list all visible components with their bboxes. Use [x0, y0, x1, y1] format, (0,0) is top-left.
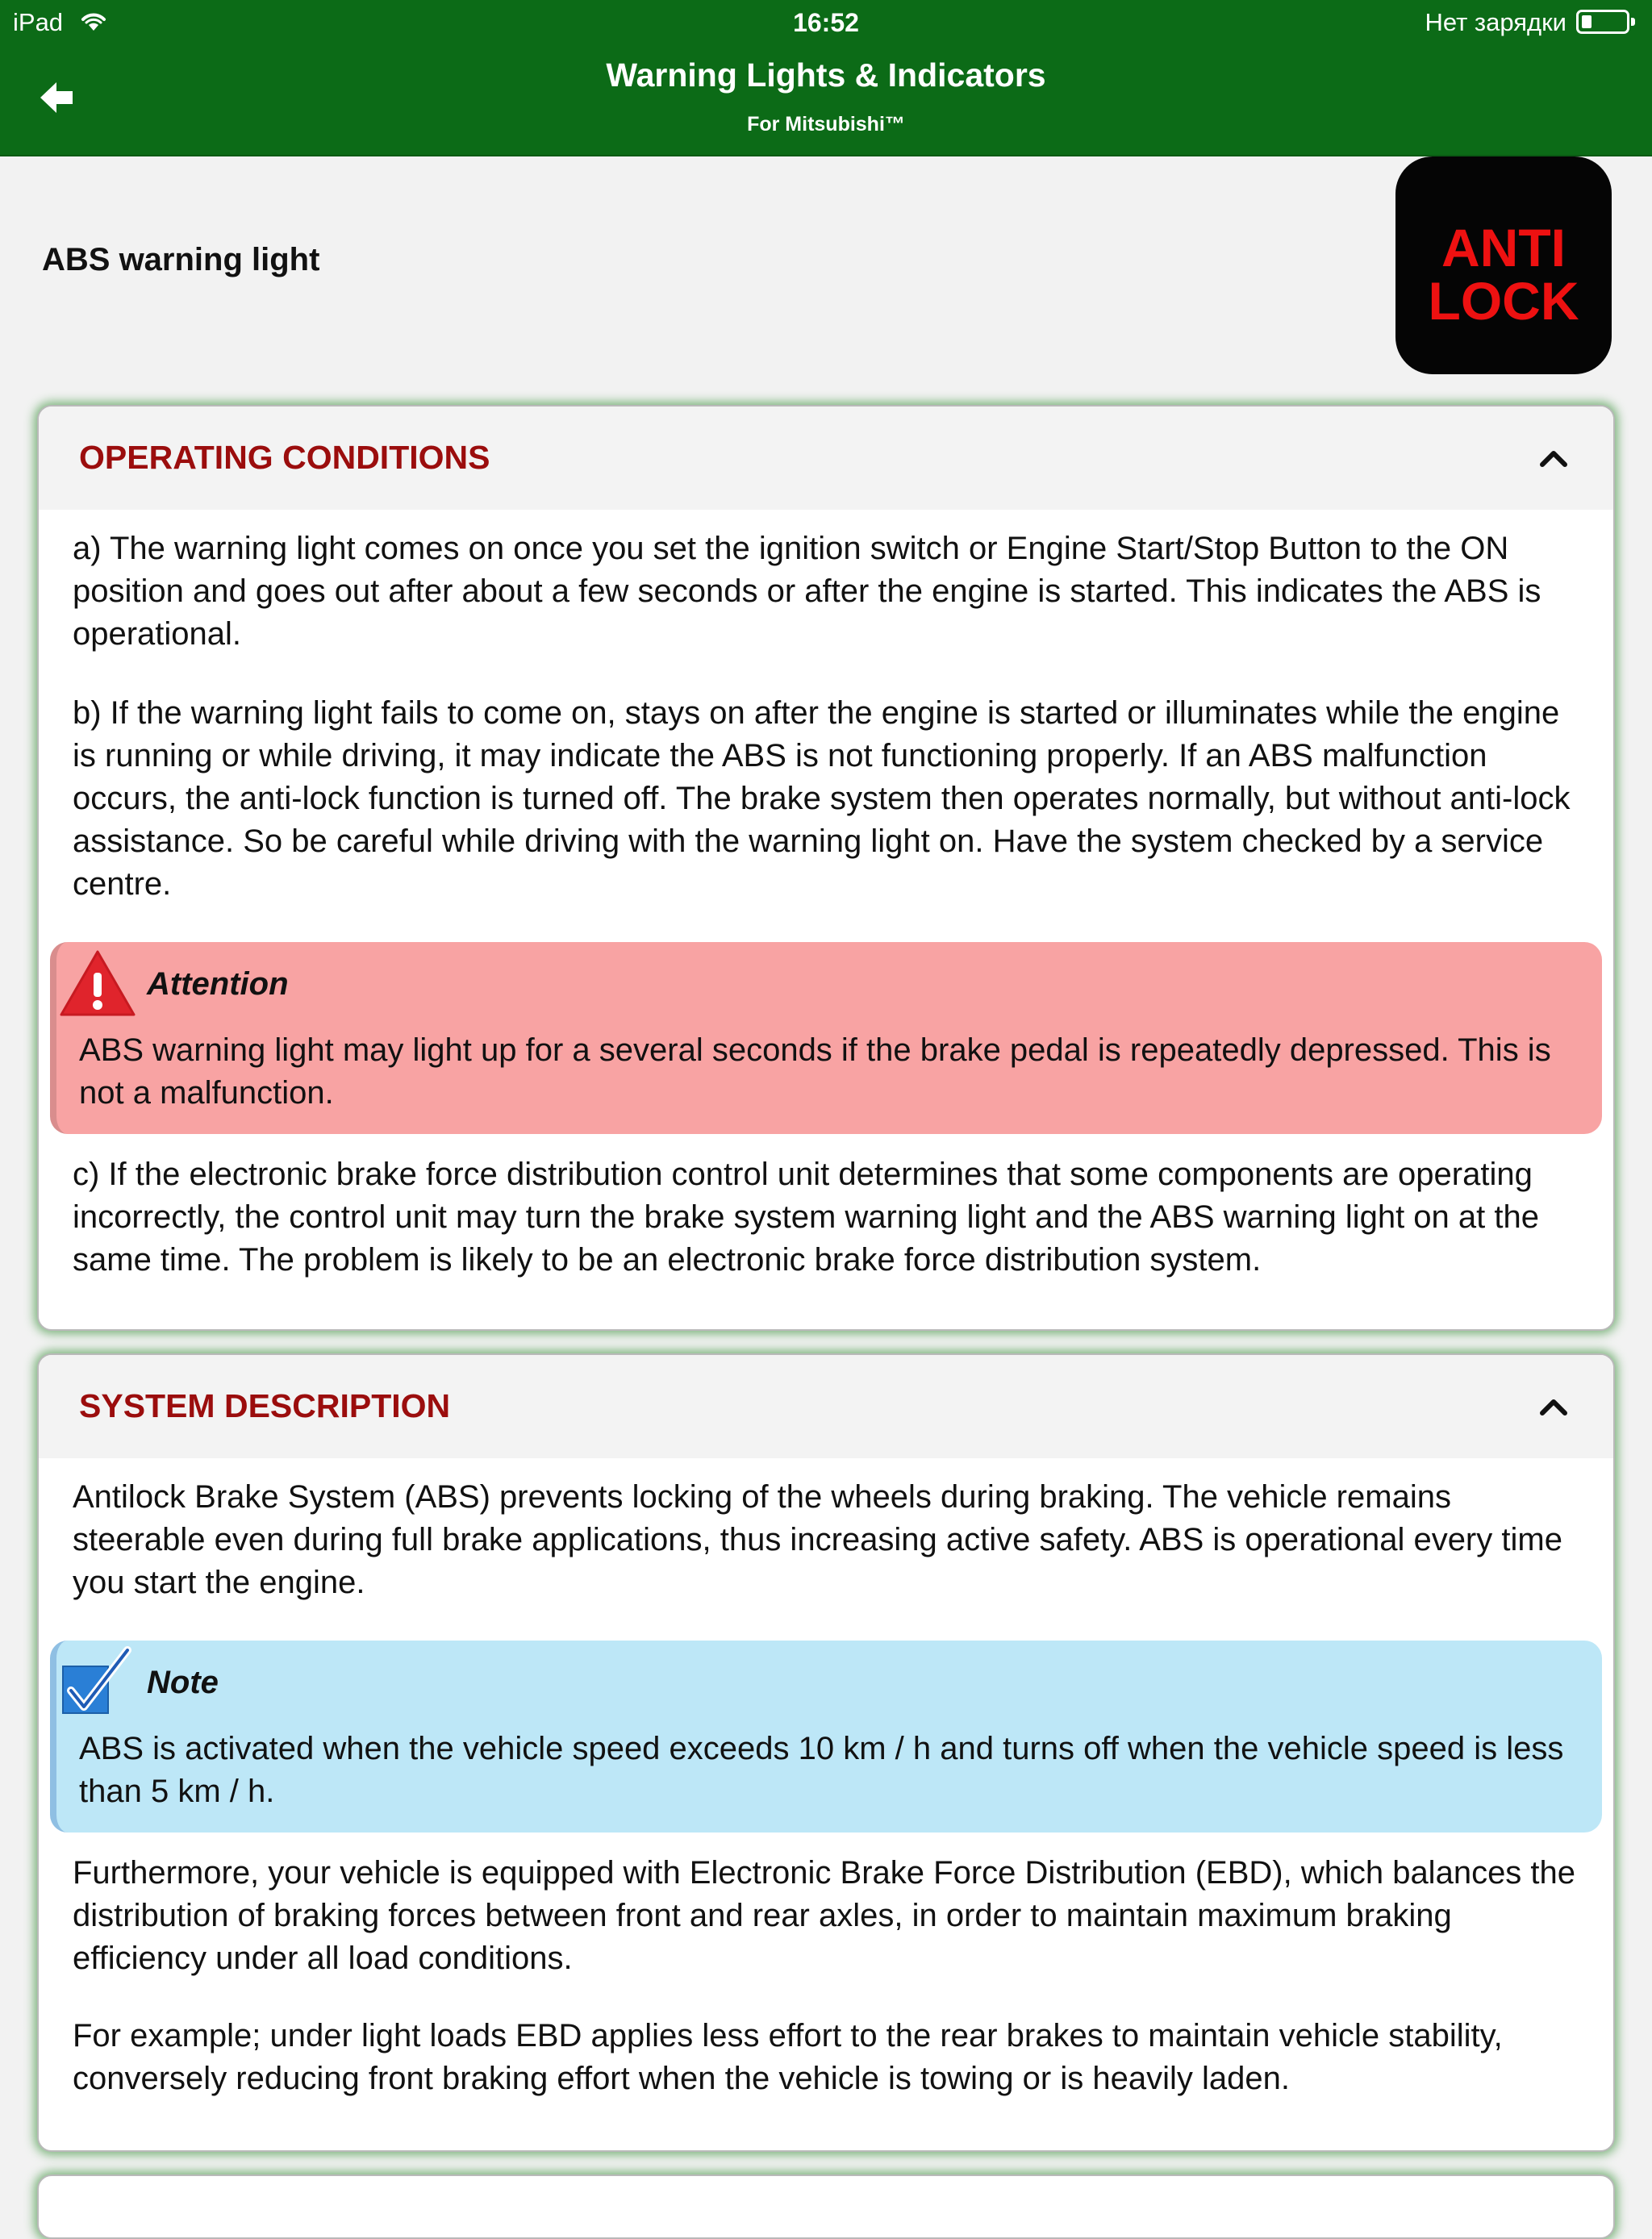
paragraph-example: For example; under light loads EBD applies less effort to the rear brakes to maintain vehicle stability, conversely reducing front braking effort when the vehicle is towing or is heavily laden.	[73, 2018, 1503, 2096]
attention-callout	[50, 942, 1602, 1134]
note-title: Note	[147, 1665, 219, 1700]
badge-line-1: ANTI	[1441, 218, 1566, 277]
next-section-card[interactable]	[37, 2174, 1615, 2239]
paragraph-ebd: Furthermore, your vehicle is equipped with Electronic Brake Force Distribution (EBD), which balances the distribution of braking forces between front and rear axles, in order to maintain maximum braking efficiency under all load conditions.	[73, 1855, 1576, 1976]
charging-status: Нет зарядки	[1425, 8, 1566, 36]
paragraph-b: b) If the warning light fails to come on, stays on after the engine is started or illuminates while the engine is running or while driving, it may indicate the ABS is not functioning properly. If an ABS malfunction occurs, the anti-lock function is turned off. The brake system then operates normally, but without anti-lock assistance. So be careful while driving with the warning light on. Have the system checked by a service centre.	[73, 695, 1571, 902]
anti-lock-indicator-icon	[1395, 156, 1612, 374]
system-description-header[interactable]	[39, 1355, 1613, 1458]
note-text: ABS is activated when the vehicle speed exceeds 10 km / h and turns off when the vehicle speed is less than 5 km / h.	[79, 1731, 1564, 1809]
note-callout	[50, 1641, 1602, 1832]
warning-triangle-icon	[58, 947, 137, 1019]
checkmark-icon	[58, 1645, 137, 1718]
section-heading: OPERATING CONDITIONS	[79, 439, 490, 476]
attention-text: ABS warning light may light up for a several seconds if the brake pedal is repeatedly depressed. This is not a malfunction.	[79, 1032, 1551, 1111]
badge-line-2: LOCK	[1428, 271, 1579, 331]
clock: 16:52	[793, 8, 859, 37]
paragraph-abs: Antilock Brake System (ABS) prevents locking of the wheels during braking. The vehicle remains steerable even during full brake applications, thus increasing active safety. ABS is operational every time you start the engine.	[73, 1479, 1562, 1600]
nav-bar	[0, 44, 1652, 156]
device-name: iPad	[13, 8, 64, 36]
section-heading: SYSTEM DESCRIPTION	[79, 1387, 451, 1424]
item-header	[0, 156, 1652, 390]
page-subtitle: For Mitsubishi™	[747, 113, 905, 136]
chevron-up-icon[interactable]	[1537, 442, 1570, 474]
paragraph-c: c) If the electronic brake force distribution control unit determines that some components are operating incorrectly, the control unit may turn the brake system warning light and the ABS warning light on at the same time. The problem is likely to be an electronic brake force distribution system.	[73, 1157, 1539, 1278]
system-description-card	[37, 1353, 1615, 2152]
attention-title: Attention	[147, 966, 289, 1002]
status-bar	[0, 0, 1652, 44]
item-label: ABS warning light	[42, 242, 320, 277]
battery-icon	[1576, 10, 1629, 34]
paragraph-a: a) The warning light comes on once you set the ignition switch or Engine Start/Stop Button to the ON position and goes out after about a few seconds or after the engine is started. This indicates the ABS is operational.	[73, 531, 1541, 652]
chevron-up-icon[interactable]	[1537, 1391, 1570, 1423]
operating-conditions-card	[37, 405, 1615, 1331]
operating-conditions-header[interactable]	[39, 407, 1613, 510]
page-title: Warning Lights & Indicators	[606, 56, 1046, 94]
